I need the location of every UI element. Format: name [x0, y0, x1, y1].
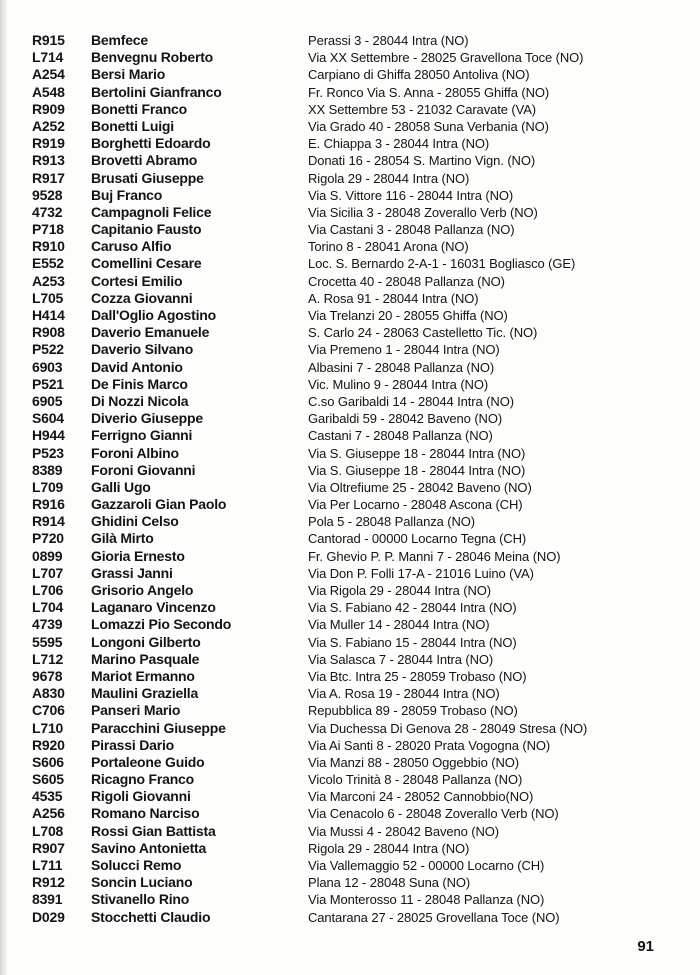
- member-address: Crocetta 40 - 28048 Pallanza (NO): [308, 273, 505, 289]
- list-item: [0, 273, 700, 290]
- member-address: Rigola 29 - 28044 Intra (NO): [308, 170, 470, 186]
- member-code: S606: [32, 753, 64, 770]
- page-number: 91: [637, 938, 654, 955]
- member-name: Cozza Giovanni: [91, 289, 193, 306]
- member-code: R912: [32, 874, 65, 891]
- member-address: Via A. Rosa 19 - 28044 Intra (NO): [308, 686, 500, 702]
- list-item: [0, 101, 700, 118]
- member-address: Via Monterosso 11 - 28048 Pallanza (NO): [308, 892, 545, 908]
- member-address: Via Premeno 1 - 28044 Intra (NO): [308, 342, 500, 358]
- member-name: Comellini Cesare: [91, 255, 202, 272]
- member-code: 6903: [32, 358, 63, 375]
- list-item: [0, 170, 700, 187]
- member-name: Paracchini Giuseppe: [91, 719, 226, 736]
- member-code: P523: [32, 444, 64, 461]
- member-code: A548: [32, 83, 65, 100]
- list-item: [0, 737, 700, 754]
- member-address: Via S. Fabiano 42 - 28044 Intra (NO): [308, 600, 517, 616]
- member-code: A830: [32, 685, 65, 702]
- member-code: D029: [32, 908, 65, 925]
- member-name: Laganaro Vincenzo: [91, 599, 216, 616]
- member-code: 9678: [32, 667, 63, 684]
- member-code: H944: [32, 427, 65, 444]
- member-address: Garibaldi 59 - 28042 Baveno (NO): [308, 411, 503, 427]
- member-address: Via Duchessa Di Genova 28 - 28049 Stresa (NO): [308, 720, 588, 736]
- member-name: Bersi Mario: [91, 66, 166, 83]
- list-item: [0, 582, 700, 599]
- member-address: Albasini 7 - 28048 Pallanza (NO): [308, 359, 495, 375]
- member-code: R920: [32, 736, 65, 753]
- member-address: Via Cenacolo 6 - 28048 Zoverallo Verb (NO): [308, 806, 559, 822]
- list-item: [0, 341, 700, 358]
- list-item: [0, 376, 700, 393]
- member-address: Via S. Giuseppe 18 - 28044 Intra (NO): [308, 462, 526, 478]
- list-item: [0, 720, 700, 737]
- member-name: Portaleone Guido: [91, 753, 205, 770]
- list-item: [0, 530, 700, 547]
- member-code: A254: [32, 66, 65, 83]
- member-code: S604: [32, 410, 64, 427]
- member-code: L712: [32, 650, 64, 667]
- member-code: R913: [32, 152, 65, 169]
- member-name: Bonetti Franco: [91, 100, 187, 117]
- list-item: [0, 290, 700, 307]
- member-code: C706: [32, 702, 65, 719]
- member-address: Torino 8 - 28041 Arona (NO): [308, 239, 469, 255]
- member-name: Ghidini Celso: [91, 513, 179, 530]
- list-item: [0, 221, 700, 238]
- member-name: Maulini Graziella: [91, 685, 199, 702]
- list-item: [0, 874, 700, 891]
- member-address: Via Rigola 29 - 28044 Intra (NO): [308, 583, 491, 598]
- member-code: A252: [32, 117, 65, 134]
- member-address: Via Vallemaggio 52 - 00000 Locarno (CH): [308, 858, 545, 873]
- member-code: A253: [32, 272, 65, 289]
- member-address: Vic. Mulino 9 - 28044 Intra (NO): [308, 376, 489, 392]
- member-code: P521: [32, 375, 64, 392]
- member-code: L706: [32, 582, 64, 598]
- list-item: [0, 634, 700, 651]
- list-item: [0, 891, 700, 908]
- list-item: [0, 359, 700, 376]
- member-code: R908: [32, 324, 65, 341]
- member-address: E. Chiappa 3 - 28044 Intra (NO): [308, 136, 490, 152]
- member-address: Donati 16 - 28054 S. Martino Vign. (NO): [308, 153, 536, 169]
- member-name: Bemfece: [91, 32, 148, 48]
- list-item: [0, 393, 700, 410]
- member-name: Romano Narciso: [91, 805, 200, 822]
- member-list: [0, 32, 700, 926]
- member-code: P720: [32, 530, 64, 547]
- member-address: Cantarana 27 - 28025 Grovellana Toce (NO): [308, 909, 560, 925]
- list-item: [0, 857, 700, 874]
- member-name: Ferrigno Gianni: [91, 427, 193, 444]
- member-address: Via Don P. Folli 17-A - 21016 Luino (VA): [308, 565, 534, 581]
- member-name: De Finis Marco: [91, 375, 188, 392]
- member-name: Cortesi Emilio: [91, 272, 183, 289]
- member-name: Gazzaroli Gian Paolo: [91, 496, 227, 513]
- list-item: [0, 805, 700, 822]
- member-name: Pirassi Dario: [91, 736, 174, 753]
- list-item: [0, 462, 700, 479]
- member-name: Foroni Albino: [91, 444, 179, 461]
- list-item: [0, 599, 700, 616]
- member-name: Gilà Mirto: [91, 530, 154, 547]
- member-address: Via Sicilia 3 - 28048 Zoverallo Verb (NO): [308, 204, 538, 220]
- list-item: [0, 255, 700, 272]
- member-name: Rossi Gian Battista: [91, 822, 216, 839]
- member-name: Buj Franco: [91, 186, 163, 203]
- list-item: [0, 238, 700, 255]
- member-name: Gioria Ernesto: [91, 547, 185, 564]
- member-name: Campagnoli Felice: [91, 203, 212, 220]
- member-code: R915: [32, 32, 65, 48]
- member-code: L707: [32, 564, 64, 581]
- member-address: Via Muller 14 - 28044 Intra (NO): [308, 617, 490, 633]
- list-item: [0, 668, 700, 685]
- member-code: E552: [32, 255, 64, 272]
- member-address: Via Btc. Intra 25 - 28059 Trobaso (NO): [308, 668, 527, 684]
- list-item: [0, 187, 700, 204]
- list-item: [0, 909, 700, 926]
- member-code: 9528: [32, 186, 63, 203]
- member-code: 4739: [32, 616, 63, 633]
- member-address: Via Oltrefiume 25 - 28042 Baveno (NO): [308, 479, 532, 495]
- member-name: Foroni Giovanni: [91, 461, 196, 478]
- member-name: Borghetti Edoardo: [91, 135, 211, 152]
- list-item: [0, 410, 700, 427]
- list-item: [0, 685, 700, 702]
- member-address: Cantorad - 00000 Locarno Tegna (CH): [308, 531, 527, 547]
- list-item: [0, 49, 700, 66]
- member-name: Soncin Luciano: [91, 874, 193, 891]
- member-name: Caruso Alfio: [91, 238, 172, 255]
- list-item: [0, 616, 700, 633]
- list-item: [0, 324, 700, 341]
- member-name: Grisorio Angelo: [91, 582, 194, 598]
- member-name: Ricagno Franco: [91, 771, 194, 788]
- member-address: Castani 7 - 28048 Pallanza (NO): [308, 428, 493, 444]
- member-name: Di Nozzi Nicola: [91, 392, 189, 409]
- member-name: Grassi Janni: [91, 564, 173, 581]
- list-item: [0, 307, 700, 324]
- member-code: L704: [32, 599, 64, 616]
- member-address: Via Salasca 7 - 28044 Intra (NO): [308, 651, 494, 667]
- member-code: R907: [32, 839, 65, 856]
- member-name: Stocchetti Claudio: [91, 908, 211, 925]
- member-address: Carpiano di Ghiffa 28050 Antoliva (NO): [308, 67, 530, 83]
- member-name: Stivanello Rino: [91, 891, 190, 908]
- list-item: [0, 651, 700, 668]
- member-code: R910: [32, 238, 65, 255]
- member-address: Fr. Ronco Via S. Anna - 28055 Ghiffa (NO): [308, 84, 550, 100]
- member-address: Rigola 29 - 28044 Intra (NO): [308, 840, 470, 856]
- list-item: [0, 754, 700, 771]
- member-name: Marino Pasquale: [91, 650, 200, 667]
- member-code: R916: [32, 496, 65, 513]
- member-code: 8391: [32, 891, 63, 908]
- member-code: 0899: [32, 547, 63, 564]
- member-name: Mariot Ermanno: [91, 667, 195, 684]
- member-address: Via Grado 40 - 28058 Suna Verbania (NO): [308, 118, 549, 134]
- member-name: Daverio Silvano: [91, 341, 194, 358]
- member-name: Diverio Giuseppe: [91, 410, 203, 427]
- list-item: [0, 204, 700, 221]
- member-address: Via Trelanzi 20 - 28055 Ghiffa (NO): [308, 308, 508, 323]
- list-item: [0, 32, 700, 49]
- member-code: 4535: [32, 788, 63, 805]
- member-code: L705: [32, 289, 64, 306]
- member-address: Vicolo Trinità 8 - 28048 Pallanza (NO): [308, 772, 523, 788]
- member-name: David Antonio: [91, 358, 183, 375]
- list-item: [0, 66, 700, 83]
- member-address: Via Per Locarno - 28048 Ascona (CH): [308, 497, 523, 513]
- list-item: [0, 788, 700, 805]
- member-address: Via XX Settembre - 28025 Gravellona Toce (NO): [308, 50, 584, 66]
- member-address: Via Manzi 88 - 28050 Oggebbio (NO): [308, 754, 519, 770]
- member-address: Pola 5 - 28048 Pallanza (NO): [308, 514, 476, 530]
- member-name: Savino Antonietta: [91, 839, 207, 856]
- member-code: R919: [32, 135, 65, 152]
- member-name: Rigoli Giovanni: [91, 788, 191, 805]
- list-item: [0, 771, 700, 788]
- list-item: [0, 118, 700, 135]
- member-name: Galli Ugo: [91, 478, 151, 495]
- list-item: [0, 823, 700, 840]
- member-address: S. Carlo 24 - 28063 Castelletto Tic. (NO): [308, 325, 538, 341]
- member-code: L710: [32, 719, 64, 736]
- member-name: Bonetti Luigi: [91, 117, 174, 134]
- member-name: Dall'Oglio Agostino: [91, 307, 217, 323]
- list-item: [0, 496, 700, 513]
- member-address: C.so Garibaldi 14 - 28044 Intra (NO): [308, 393, 514, 409]
- member-name: Daverio Emanuele: [91, 324, 210, 341]
- list-item: [0, 513, 700, 530]
- list-item: [0, 479, 700, 496]
- member-address: Via S. Vittore 116 - 28044 Intra (NO): [308, 187, 514, 203]
- member-code: P718: [32, 221, 64, 238]
- member-address: Via Marconi 24 - 28052 Cannobbio(NO): [308, 789, 534, 805]
- member-name: Panseri Mario: [91, 702, 181, 719]
- member-address: Via S. Giuseppe 18 - 28044 Intra (NO): [308, 445, 526, 461]
- member-name: Longoni Gilberto: [91, 633, 201, 650]
- member-address: Repubblica 89 - 28059 Trobaso (NO): [308, 703, 518, 719]
- list-item: [0, 702, 700, 719]
- list-item: [0, 135, 700, 152]
- list-item: [0, 445, 700, 462]
- member-code: S605: [32, 771, 64, 788]
- member-code: L711: [32, 857, 63, 873]
- list-item: [0, 427, 700, 444]
- list-item: [0, 152, 700, 169]
- list-item: [0, 565, 700, 582]
- list-item: [0, 548, 700, 565]
- member-code: L709: [32, 478, 64, 495]
- member-address: Loc. S. Bernardo 2-A-1 - 16031 Bogliasco (GE): [308, 256, 576, 272]
- member-name: Lomazzi Pio Secondo: [91, 616, 232, 633]
- list-item: [0, 840, 700, 857]
- member-code: P522: [32, 341, 64, 358]
- member-name: Solucci Remo: [91, 857, 182, 873]
- member-address: Via Ai Santi 8 - 28020 Prata Vogogna (NO): [308, 737, 551, 753]
- member-name: Brusati Giuseppe: [91, 169, 204, 186]
- member-code: 8389: [32, 461, 63, 478]
- member-name: Brovetti Abramo: [91, 152, 198, 169]
- member-code: L714: [32, 49, 64, 66]
- member-address: Fr. Ghevio P. P. Manni 7 - 28046 Meina (NO): [308, 548, 561, 564]
- member-address: Via S. Fabiano 15 - 28044 Intra (NO): [308, 634, 517, 650]
- member-code: A256: [32, 805, 65, 822]
- member-code: R914: [32, 513, 65, 530]
- member-name: Bertolini Gianfranco: [91, 83, 222, 100]
- member-code: 4732: [32, 203, 63, 220]
- member-address: Plana 12 - 28048 Suna (NO): [308, 875, 471, 891]
- member-name: Capitanio Fausto: [91, 221, 202, 238]
- member-code: L708: [32, 822, 64, 839]
- member-code: 6905: [32, 392, 63, 409]
- list-item: [0, 84, 700, 101]
- member-address: Via Castani 3 - 28048 Pallanza (NO): [308, 222, 515, 238]
- member-address: Perassi 3 - 28044 Intra (NO): [308, 33, 469, 48]
- member-address: Via Mussi 4 - 28042 Baveno (NO): [308, 823, 500, 839]
- member-code: R909: [32, 100, 65, 117]
- member-code: 5595: [32, 633, 63, 650]
- member-address: A. Rosa 91 - 28044 Intra (NO): [308, 290, 479, 306]
- member-address: XX Settembre 53 - 21032 Caravate (VA): [308, 101, 537, 117]
- member-name: Benvegnu Roberto: [91, 49, 214, 66]
- member-code: R917: [32, 169, 65, 186]
- member-code: H414: [32, 307, 65, 323]
